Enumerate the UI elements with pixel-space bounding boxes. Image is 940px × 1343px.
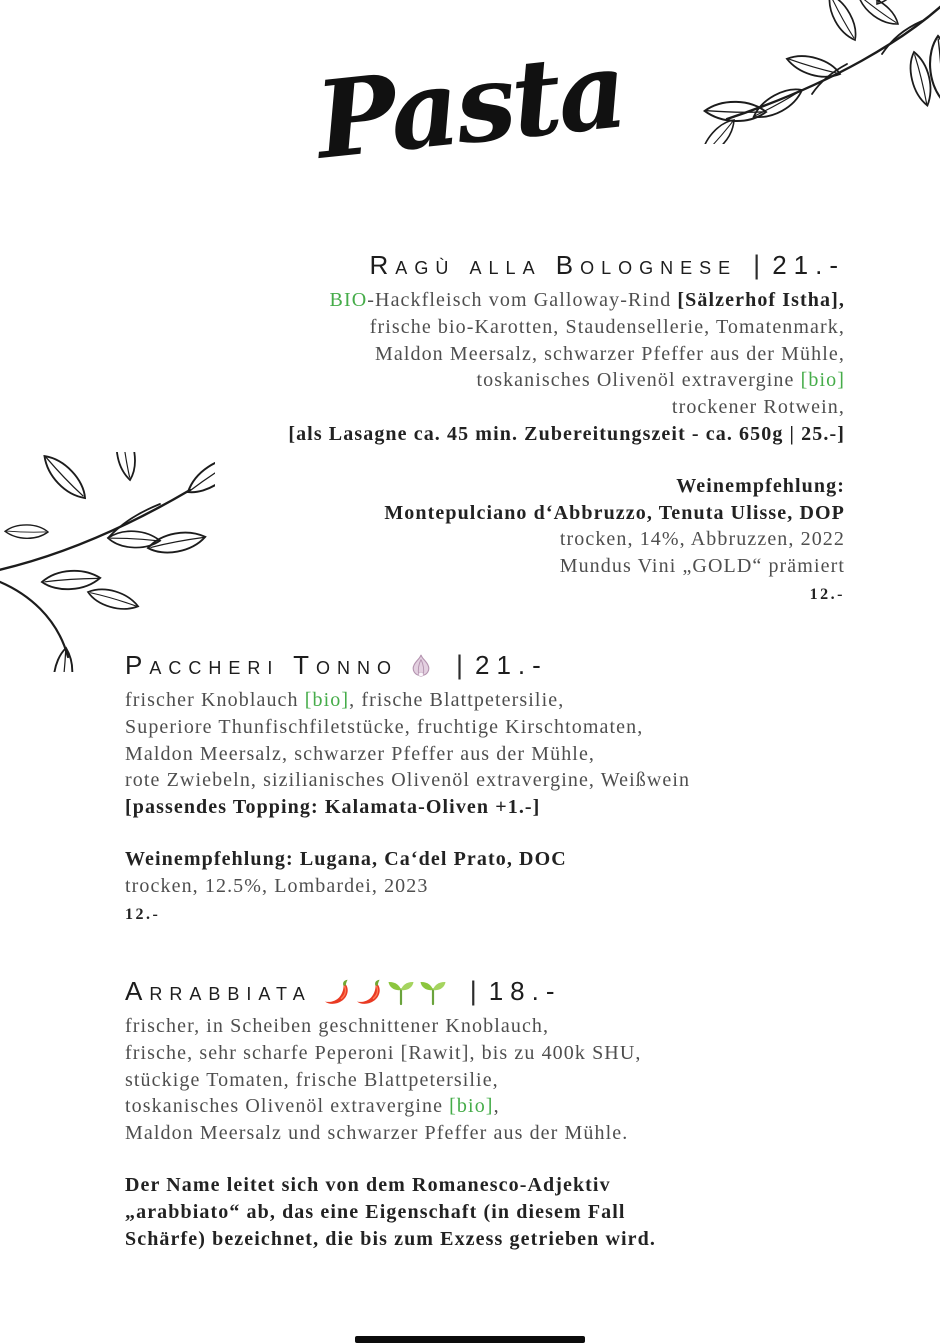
text-segment: stückige Tomaten, frische Blattpetersilie, [125, 1068, 499, 1091]
item-heading [288, 250, 845, 281]
menu-line [288, 394, 845, 421]
menu-line [125, 687, 690, 714]
menu-line [125, 1120, 656, 1147]
text-segment: Maldon Meersalz, schwarzer Pfeffer aus der Mühle, [374, 342, 845, 365]
separator: | [456, 650, 464, 680]
menu-line [125, 794, 690, 821]
text-segment: Mundus Vini „GOLD“ prämiert [559, 555, 845, 578]
menu-line [125, 1172, 656, 1199]
menu-line [125, 1093, 656, 1120]
text-segment: „arabbiato“ ab, das eine Eigenschaft (in diesem Fall [125, 1200, 626, 1223]
text-segment: -Hackfleisch vom Galloway-Rind [367, 289, 678, 311]
wine-group [125, 846, 690, 928]
seedling-icon [418, 977, 448, 1007]
menu-line [288, 473, 845, 500]
text-segment: Der Name leitet sich von dem Romanesco-Adjektiv [125, 1173, 611, 1196]
text-segment: Maldon Meersalz, schwarzer Pfeffer aus der Mühle, [125, 742, 596, 765]
menu-line [125, 767, 690, 794]
text-segment: trocken, 14%, Abbruzzen, 2022 [559, 528, 845, 551]
text-segment: frischer Knoblauch [125, 689, 305, 711]
menu-line [288, 341, 845, 368]
menu-line [125, 741, 690, 768]
wine-group [288, 473, 845, 609]
menu-line [125, 846, 690, 873]
text-segment: Maldon Meersalz und schwarzer Pfeffer aus der Mühle. [125, 1122, 629, 1145]
separator: | [469, 976, 477, 1006]
menu-line [288, 287, 845, 314]
text-segment: Weinempfehlung: [676, 474, 845, 497]
text-segment: Montepulciano d‘Abbruzzo, Tenuta Ulisse, DOP [384, 501, 845, 524]
text-segment: 12.- [125, 905, 161, 923]
text-segment: [als Lasagne ca. 45 min. Zubereitungszeit - ca. 650g | 25.-] [288, 422, 845, 445]
text-segment: rote Zwiebeln, sizilianisches Olivenöl extravergine, Weißwein [125, 769, 691, 792]
text-segment: , [493, 1095, 500, 1118]
footnote-group [125, 1172, 656, 1252]
item-name: Ragù alla Bolognese [369, 250, 738, 280]
separator: | [753, 250, 761, 280]
menu-line [125, 1226, 656, 1253]
menu-line [288, 314, 845, 341]
item-icons [408, 653, 436, 679]
menu-line [125, 1040, 656, 1067]
menu-line [288, 367, 845, 394]
text-segment: , frische Blattpetersilie, [349, 689, 565, 711]
text-segment: 12.- [809, 585, 845, 603]
menu-line [125, 1013, 656, 1040]
chili-icon [322, 977, 352, 1007]
body-group [125, 687, 690, 821]
text-segment: toskanisches Olivenöl extravergine [476, 369, 801, 392]
text-segment: Superiore Thunfischfiletstücke, fruchtige Kirschtomaten, [125, 715, 644, 738]
item-name: Arrabbiata [125, 976, 312, 1006]
text-segment: Schärfe) bezeichnet, die bis zum Exzess getrieben wird. [125, 1227, 656, 1250]
page-title: Pasta [310, 26, 630, 183]
item-price: 18.- [488, 976, 562, 1006]
home-indicator-bar [355, 1336, 585, 1343]
item-heading [125, 650, 690, 681]
item-heading [125, 976, 656, 1007]
bio-label: [bio] [304, 689, 350, 711]
bio-label: [bio] [800, 369, 845, 392]
text-segment: frische bio-Karotten, Staudensellerie, Tomatenmark, [369, 315, 845, 338]
item-icons [322, 977, 450, 1007]
body-group [288, 287, 845, 448]
text-segment: trocken, 12.5%, Lombardei, 2023 [125, 874, 429, 897]
text-segment: toskanisches Olivenöl extravergine [125, 1095, 450, 1118]
menu-line [125, 873, 690, 900]
branch-left-icon [0, 452, 215, 672]
item-price: 21.- [475, 650, 548, 680]
text-segment: [passendes Topping: Kalamata-Oliven +1.-] [125, 796, 541, 819]
menu-line [125, 1067, 656, 1094]
chili-icon [354, 977, 384, 1007]
text-segment: trockener Rotwein, [671, 396, 845, 419]
text-segment: [Sälzerhof Istha], [677, 289, 845, 311]
bio-label: [bio] [449, 1095, 494, 1118]
text-segment: frischer, in Scheiben geschnittener Knoblauch, [125, 1015, 550, 1037]
bio-label: BIO [329, 289, 368, 311]
menu-line [125, 714, 690, 741]
garlic-icon [408, 653, 434, 679]
menu-item-arrabbiata [125, 976, 656, 1252]
menu-line [125, 900, 690, 929]
menu-item-bolognese [288, 250, 845, 609]
item-name: Paccheri Tonno [125, 650, 398, 680]
text-segment: Weinempfehlung: Lugana, Ca‘del Prato, DOC [125, 847, 567, 870]
item-price: 21.- [772, 250, 845, 280]
menu-line [288, 580, 845, 609]
text-segment: frische, sehr scharfe Peperoni [Rawit], bis zu 400k SHU, [125, 1041, 642, 1064]
menu-line [288, 553, 845, 580]
body-group [125, 1013, 656, 1147]
menu-line [288, 526, 845, 553]
seedling-icon [386, 977, 416, 1007]
menu-line [288, 421, 845, 448]
menu-line [288, 500, 845, 527]
menu-line [125, 1199, 656, 1226]
branch-top-right-icon [692, 0, 940, 144]
menu-item-paccheri [125, 650, 690, 928]
